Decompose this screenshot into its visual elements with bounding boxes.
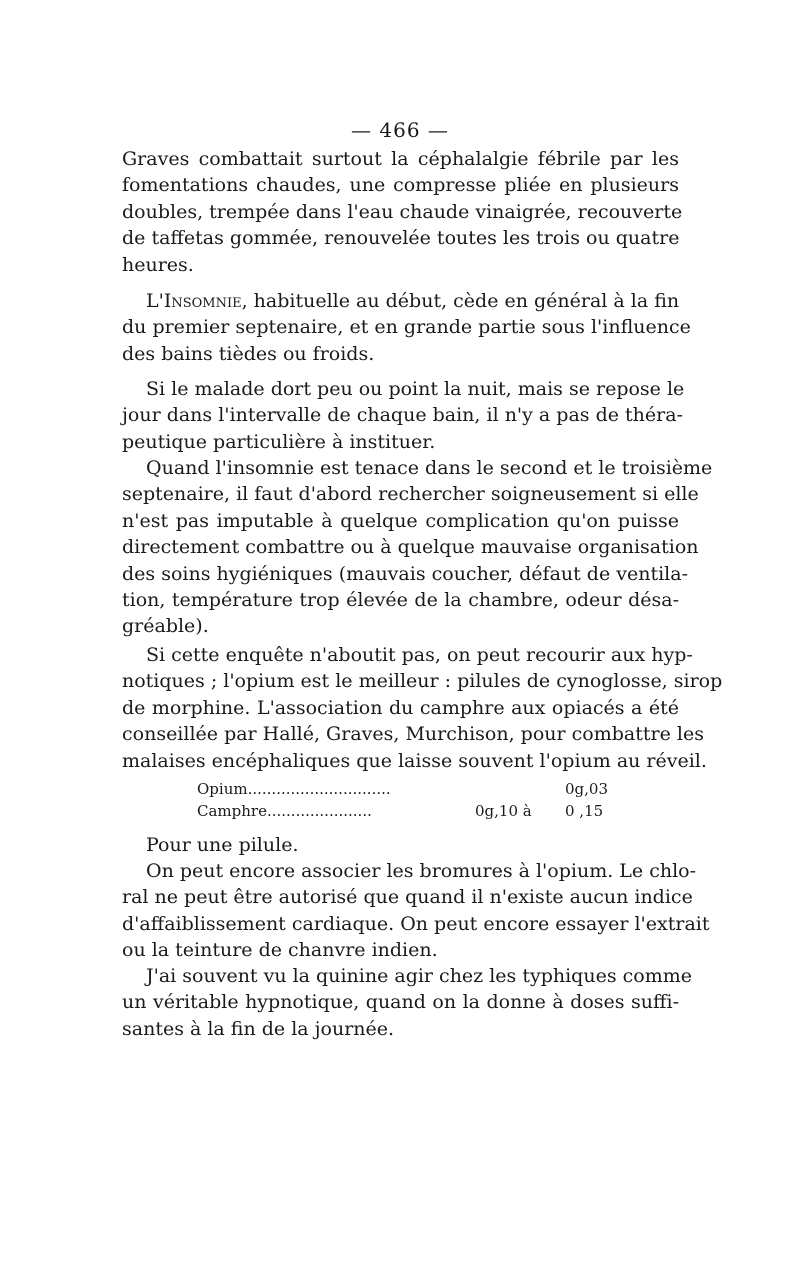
text-line: Pour une pilule.: [146, 834, 299, 856]
text-line: d'affaiblissement cardiaque. On peut encore essayer l'extrait: [122, 912, 710, 935]
paragraph-enquete: [122, 642, 723, 774]
ingredient-name: Camphre: [197, 802, 267, 820]
text-line: de taffetas gommée, renouvelée toutes les trois ou quatre: [122, 227, 680, 250]
text-line: tion, température trop élevée de la chambre, odeur désa-: [122, 588, 679, 611]
text-line: On peut encore associer les bromures à l'opium. Le chlo-: [146, 860, 697, 882]
page-number: — 466 —: [351, 118, 449, 142]
text-line: Quand l'insomnie est tenace dans le second et le troisième: [146, 457, 713, 479]
text-line: Graves combattait surtout la céphalalgie fébrile par les: [122, 148, 679, 170]
text-line: doubles, trempée dans l'eau chaude vinaigrée, recouverte: [122, 200, 683, 223]
paragraph-insomnie: [122, 288, 691, 367]
section-term: L'Insomnie,: [146, 290, 248, 312]
text-line: directement combattre ou à quelque mauvaise organisation: [122, 536, 699, 559]
text-line: ral ne peut être autorisé que quand il n'existe aucun indice: [122, 886, 693, 909]
text-line: malaises encéphaliques que laisse souvent l'opium au réveil.: [122, 749, 707, 772]
text-line: ou la teinture de chanvre indien.: [122, 939, 438, 962]
text-line: gréable).: [122, 615, 209, 638]
text-line: heures.: [122, 253, 194, 276]
dose-value: 0g,03: [565, 780, 609, 798]
leader-dots: ......................: [266, 802, 372, 820]
text-line: [122, 288, 679, 314]
text-line: Si le malade dort peu ou point la nuit, mais se repose le: [146, 378, 685, 400]
ingredient-name: Opium: [197, 780, 248, 798]
paragraph-graves: [122, 146, 683, 278]
text-line: de morphine. L'association du camphre aux opiacés a été: [122, 696, 679, 719]
text-line: n'est pas imputable à quelque complication qu'on puisse: [122, 509, 679, 532]
formula-row-opium: [197, 778, 617, 800]
formula-row-camphre: [197, 800, 617, 822]
text-line: J'ai souvent vu la quinine agir chez les typhiques comme: [146, 965, 692, 987]
paragraph-malade: [122, 376, 685, 455]
text-line: santes à la fin de la journée.: [122, 1017, 395, 1040]
text-line: des soins hygiéniques (mauvais coucher, défaut de ventila-: [122, 562, 689, 585]
text-line: fomentations chaudes, une compresse pliée en plusieurs: [122, 174, 679, 197]
text-line: peutique particulière à instituer.: [122, 430, 436, 453]
paragraph-pilule: [122, 832, 679, 858]
leader-dots: ..............................: [247, 780, 391, 798]
text-fragment: habituelle au début, cède en général à la fin: [247, 290, 680, 312]
text-line: un véritable hypnotique, quand on la donne à doses suffi-: [122, 991, 679, 1014]
text-line: notiques ; l'opium est le meilleur : pilules de cynoglosse, sirop: [122, 670, 723, 693]
text-line: septenaire, il faut d'abord rechercher soigneusement si elle: [122, 483, 699, 506]
text-line: du premier septenaire, et en grande partie sous l'influence: [122, 316, 691, 339]
prescription-formula: [197, 778, 617, 822]
text-line: Si cette enquête n'aboutit pas, on peut recourir aux hyp-: [146, 644, 693, 666]
paragraph-bromures: [122, 858, 710, 964]
dose-value-min: 0g,10 à: [475, 802, 532, 820]
text-line: jour dans l'intervalle de chaque bain, il n'y a pas de théra-: [122, 404, 683, 427]
text-line: des bains tièdes ou froids.: [122, 342, 375, 365]
dose-value-max: 0 ,15: [565, 802, 604, 820]
paragraph-quand: [122, 455, 713, 640]
text-line: conseillée par Hallé, Graves, Murchison, pour combattre les: [122, 723, 704, 746]
paragraph-quinine: [122, 963, 692, 1042]
